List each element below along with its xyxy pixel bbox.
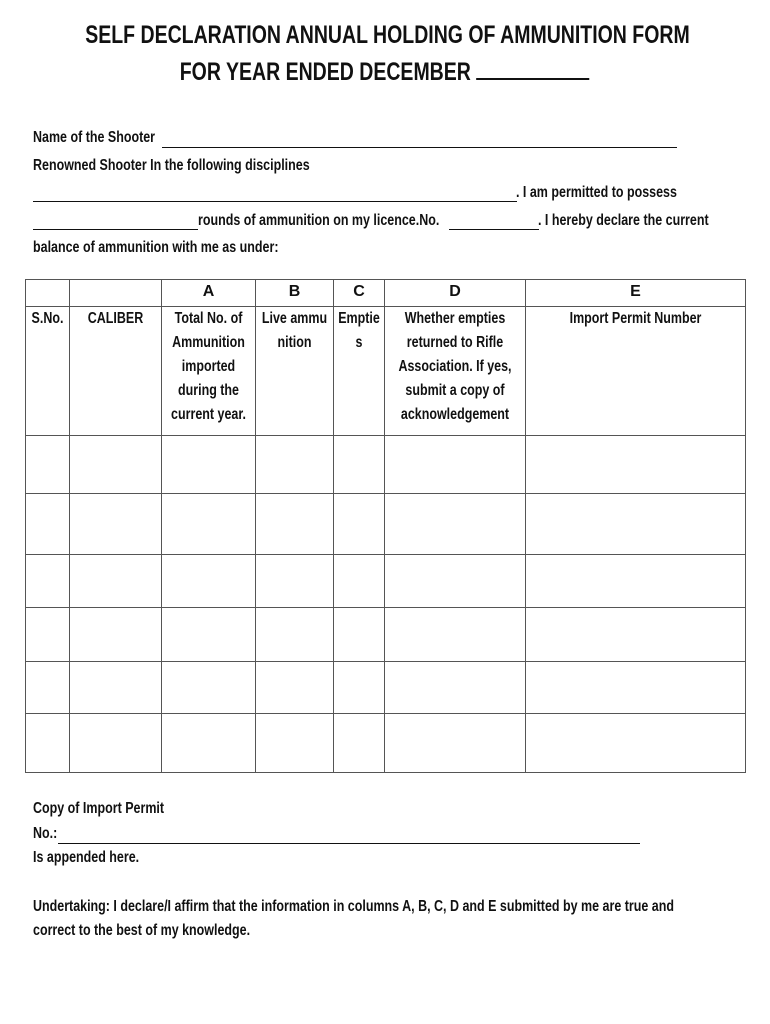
copy-permit-label: Copy of Import Permit <box>33 800 165 817</box>
declare-row <box>538 211 757 231</box>
table-cell[interactable] <box>526 494 746 555</box>
name-label: Name of the Shooter <box>33 129 156 146</box>
table-cell[interactable] <box>70 714 162 773</box>
header-sno: S.No. <box>31 310 64 327</box>
table-cell[interactable] <box>334 662 385 714</box>
ammunition-table <box>25 279 746 773</box>
year-blank[interactable] <box>477 56 590 80</box>
column-letter-row <box>26 280 746 307</box>
undertaking-row-2 <box>33 921 311 941</box>
table-cell[interactable] <box>334 555 385 608</box>
table-row <box>26 494 746 555</box>
table-cell[interactable] <box>334 436 385 494</box>
header-empties-returned: Whether empties returned to Rifle Association. If yes, submit a copy of acknowledgement <box>398 310 512 423</box>
table-row <box>26 608 746 662</box>
table-cell[interactable] <box>26 608 70 662</box>
disciplines-field[interactable] <box>33 201 517 202</box>
table-cell[interactable] <box>70 608 162 662</box>
table-cell[interactable] <box>70 494 162 555</box>
column-header-row <box>26 307 746 436</box>
form-title-line2: FOR YEAR ENDED DECEMBER <box>180 58 472 86</box>
licence-number-field[interactable] <box>449 229 539 230</box>
table-cell[interactable] <box>26 436 70 494</box>
table-cell[interactable] <box>26 714 70 773</box>
permitted-row <box>516 183 722 203</box>
table-cell[interactable] <box>26 662 70 714</box>
permit-number-label: No.: <box>33 825 58 842</box>
appended-row <box>33 848 169 868</box>
rounds-text: rounds of ammunition on my licence.No. <box>198 212 440 229</box>
form-title-line1: SELF DECLARATION ANNUAL HOLDING OF AMMUNITION FORM <box>85 21 690 49</box>
table-cell[interactable] <box>26 555 70 608</box>
table-cell[interactable] <box>385 555 526 608</box>
permitted-text: . I am permitted to possess <box>516 184 677 201</box>
table-cell[interactable] <box>385 608 526 662</box>
table-cell[interactable] <box>334 494 385 555</box>
header-empties: Empties <box>338 310 380 351</box>
form-subtitle <box>0 56 770 87</box>
table-row <box>26 555 746 608</box>
appended-text: Is appended here. <box>33 849 140 866</box>
permit-number-row <box>33 824 64 844</box>
table-cell[interactable] <box>162 436 256 494</box>
table-cell[interactable] <box>256 436 334 494</box>
table-cell[interactable] <box>70 662 162 714</box>
name-field[interactable] <box>162 147 677 148</box>
table-cell[interactable] <box>526 555 746 608</box>
column-letter-c: C <box>334 280 385 307</box>
table-cell[interactable] <box>256 662 334 714</box>
declare-text: . I hereby declare the current <box>538 212 709 229</box>
balance-row <box>33 238 348 258</box>
table-cell[interactable] <box>256 555 334 608</box>
form-title <box>0 20 770 50</box>
copy-permit-row <box>33 799 201 819</box>
header-caliber: CALIBER <box>87 310 144 327</box>
undertaking-line1: Undertaking: I declare/I affirm that the information in columns A, B, C, D and E submitted by me are true and <box>33 898 674 915</box>
header-import-permit-number: Import Permit Number <box>569 310 702 327</box>
table-cell[interactable] <box>526 608 746 662</box>
table-cell[interactable] <box>162 608 256 662</box>
table-cell[interactable] <box>70 555 162 608</box>
header-live-ammunition: Live ammunition <box>261 310 328 351</box>
table-cell[interactable] <box>385 494 526 555</box>
table-cell[interactable] <box>256 494 334 555</box>
table-row <box>26 436 746 494</box>
table-cell[interactable] <box>334 714 385 773</box>
table-cell[interactable] <box>334 608 385 662</box>
column-letter-d: D <box>385 280 526 307</box>
table-cell[interactable] <box>162 555 256 608</box>
table-cell[interactable] <box>162 714 256 773</box>
table-cell[interactable] <box>70 436 162 494</box>
undertaking-line2: correct to the best of my knowledge. <box>33 922 251 939</box>
rounds-field[interactable] <box>33 229 198 230</box>
table-row <box>26 662 746 714</box>
column-letter-e: E <box>526 280 746 307</box>
disciplines-row <box>33 156 388 176</box>
balance-text: balance of ammunition with me as under: <box>33 239 279 256</box>
undertaking-row-1 <box>33 897 770 917</box>
table-cell[interactable] <box>385 662 526 714</box>
table-cell[interactable] <box>162 662 256 714</box>
column-letter-a: A <box>162 280 256 307</box>
table-cell[interactable] <box>526 714 746 773</box>
table-cell[interactable] <box>256 714 334 773</box>
table-cell[interactable] <box>385 436 526 494</box>
disciplines-label: Renowned Shooter In the following disciplines <box>33 157 310 174</box>
column-letter-b: B <box>256 280 334 307</box>
table-cell[interactable] <box>385 714 526 773</box>
table-cell[interactable] <box>256 608 334 662</box>
permit-number-field[interactable] <box>58 843 640 844</box>
table-cell[interactable] <box>26 494 70 555</box>
table-cell[interactable] <box>162 494 256 555</box>
name-row <box>33 128 189 148</box>
table-cell[interactable] <box>526 662 746 714</box>
rounds-row <box>198 211 507 231</box>
table-cell[interactable] <box>526 436 746 494</box>
table-row <box>26 714 746 773</box>
header-total-imported: Total No. of Ammunition imported during the current year. <box>171 310 246 423</box>
